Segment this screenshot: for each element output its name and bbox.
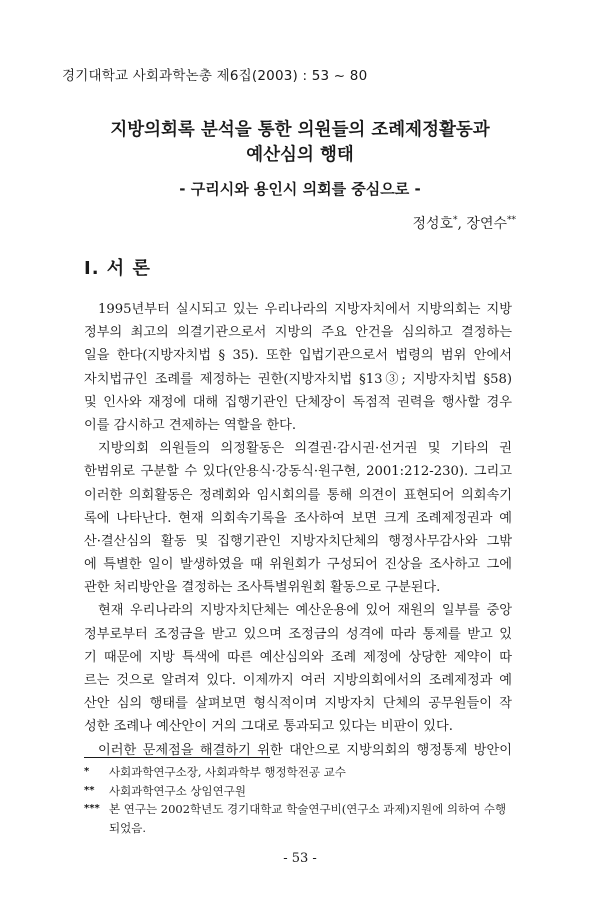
author-footnote-mark-1: * (453, 215, 458, 226)
footnotes (84, 763, 514, 837)
body-line: 이러한 문제점을 해결하기 위한 대안으로 지방의회의 행정통제 방안이 (98, 742, 512, 758)
body-line: 성한 조례나 예산안이 거의 그대로 통과되고 있다는 비판이 있다. (84, 719, 453, 735)
body-text (84, 298, 512, 762)
body-line: 한범위로 구분할 수 있다(안용식·강동식·원구현, 2001:212-230). 그리고 (84, 464, 512, 480)
paper-title-line-2: 예산심의 행태 (246, 145, 354, 165)
body-line: 및 인사와 재정에 대해 집행기관인 단체장이 독점적 권력을 행사할 경우 (84, 394, 512, 410)
body-line: 일을 한다(지방자치법 § 35). 또한 입법기관으로서 법령의 범위 안에서 (84, 348, 512, 364)
author-name-2: 장연수 (466, 216, 507, 232)
author-separator: , (457, 216, 467, 232)
body-line: 현재 우리나라의 지방자치단체는 예산운용에 있어 재원의 일부를 중앙 (98, 603, 512, 619)
footnote-text: 사회과학연구소장, 사회과학부 행정학전공 교수 (109, 765, 346, 779)
footnote-mark: * (84, 766, 90, 777)
footnote-mark: *** (84, 803, 100, 814)
footnote-text: 본 연구는 2002학년도 경기대학교 학술연구비(연구소 과제)지원에 의하여 수행되었음. (109, 802, 507, 835)
body-line: 산안 심의 행태를 살펴보면 형식적이며 지방자치 단체의 공무원들이 작 (84, 696, 512, 712)
footnote-item (84, 763, 514, 782)
body-line: 기 때문에 지방 특색에 따른 예산심의와 조례 제정에 상당한 제약이 따 (84, 649, 512, 665)
paper-subtitle: - 구리시와 용인시 의회를 중심으로 - (179, 180, 421, 198)
footnote-item (84, 782, 514, 801)
body-line: 이를 감시하고 견제하는 역할을 한다. (84, 417, 297, 433)
body-line: 정부로부터 조정금을 받고 있으며 조정금의 성격에 따라 통제를 받고 있 (84, 626, 512, 642)
body-line: 에 특별한 일이 발생하였을 때 위원회가 구성되어 진상을 조사하고 그에 (84, 557, 512, 573)
section-heading: Ⅰ. 서 론 (84, 258, 151, 279)
author-name-1: 정성호 (412, 216, 454, 232)
footnote-text: 사회과학연구소 상임연구원 (109, 783, 246, 798)
author-line (412, 213, 516, 233)
body-line: 자치법규인 조례를 제정하는 권한(지방자치법 §13③; 지방자치법 §58) (84, 371, 512, 387)
body-line: 정부의 최고의 의결기관으로서 지방의 주요 안건을 심의하고 결정하는 (84, 325, 512, 341)
body-line: 록에 나타난다. 현재 의회속기록을 조사하여 보면 크게 조례제정권과 예 (84, 510, 512, 526)
author-footnote-mark-2: ** (507, 215, 516, 226)
body-line: 1995년부터 실시되고 있는 우리나라의 지방자치에서 지방의회는 지방 (98, 302, 512, 317)
paper-title-line-1: 지방의회록 분석을 통한 의원들의 조례제정활동과 (110, 120, 490, 140)
footnote-mark: ** (84, 784, 95, 796)
footnote-divider (84, 757, 270, 758)
body-line: 산·결산심의 활동 및 집행기관인 지방자치단체의 행정사무감사와 그밖 (84, 533, 512, 549)
journal-citation: 경기대학교 사회과학논총 제6집(2003) : 53 ~ 80 (62, 68, 368, 84)
page-number: - 53 - (283, 851, 317, 866)
footnote-item (84, 800, 514, 837)
body-line: 르는 것으로 알려져 있다. 이제까지 여러 지방의회에서의 조례제정과 예 (84, 673, 512, 688)
body-line: 이러한 의회활동은 정례회와 임시회의를 통해 의견이 표현되어 의회속기 (84, 487, 512, 503)
title-block (0, 118, 600, 200)
body-line: 관한 처리방안을 결정하는 조사특별위원회 활동으로 구분된다. (84, 580, 441, 596)
body-line: 지방의회 의원들의 의정활동은 의결권·감시권·선거권 및 기타의 권 (98, 441, 512, 457)
